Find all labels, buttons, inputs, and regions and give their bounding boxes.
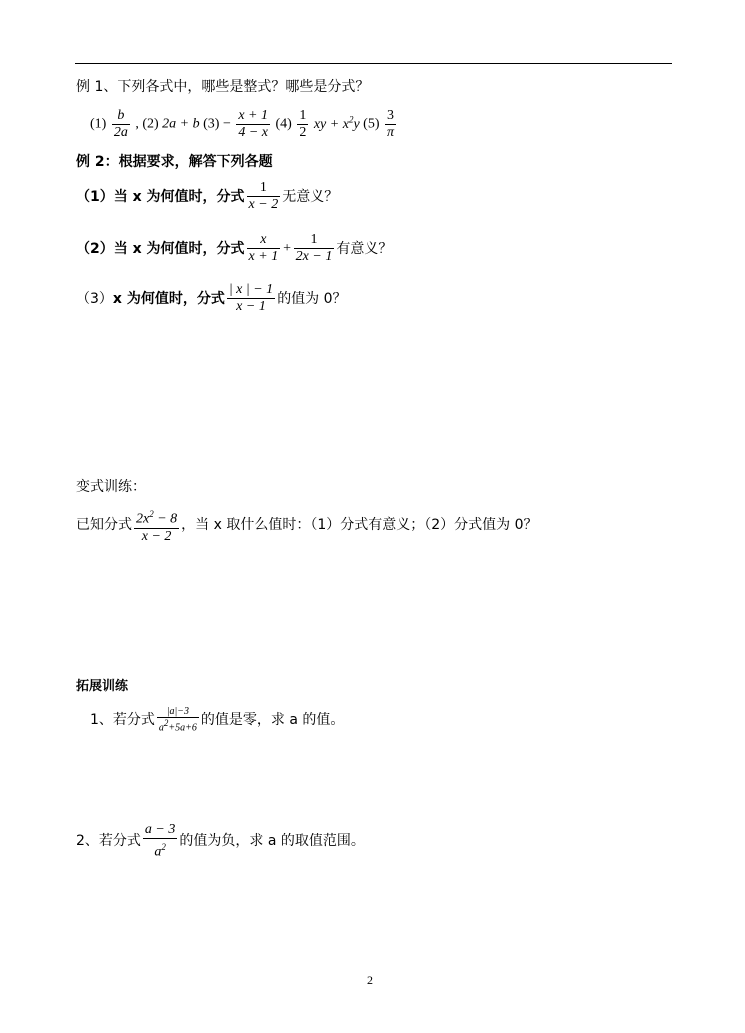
numerator: 1 xyxy=(299,108,307,123)
denominator: π xyxy=(386,125,394,140)
question-suffix: 的值为 0？ xyxy=(277,290,347,307)
header-rule xyxy=(75,63,672,64)
denominator: x − 2 xyxy=(141,528,172,544)
numerator: 1 xyxy=(294,232,335,249)
exponent: 2 xyxy=(161,842,166,852)
expression-4 xyxy=(313,114,360,132)
question-suffix: 有意义？ xyxy=(336,240,393,257)
numerator: a − 3 xyxy=(144,822,176,837)
variant-title: 变式训练： xyxy=(76,479,146,495)
example1-question: 例 1、下列各式中，哪些是整式？哪些是分式？ xyxy=(76,79,370,95)
extension-problem-1 xyxy=(90,706,344,733)
numerator: b xyxy=(112,108,130,125)
question-suffix: 无意义？ xyxy=(282,188,339,205)
numerator xyxy=(134,506,179,529)
numerator: 3 xyxy=(385,108,396,125)
denominator: 4 − x xyxy=(238,125,269,140)
extension-title: 拓展训练 xyxy=(76,679,129,694)
fraction-3-over-pi xyxy=(385,108,396,141)
example2-question-1 xyxy=(76,180,338,213)
exponent: 2 xyxy=(149,509,154,519)
fraction-q2-a xyxy=(247,232,281,265)
numerator-main: 2x xyxy=(136,511,150,527)
numerator: |a|−3 xyxy=(157,706,199,718)
denominator-main: a xyxy=(154,844,162,860)
fraction-variant xyxy=(134,506,179,545)
numerator: x xyxy=(247,232,281,249)
item-label-1: (1) xyxy=(90,116,107,132)
fraction-q2-b xyxy=(294,232,335,265)
problem-prefix: 已知分式 xyxy=(76,517,132,534)
denominator: 2a xyxy=(113,125,128,140)
item-label-4: (4) xyxy=(275,116,292,132)
example2-question-2 xyxy=(76,232,392,265)
item-label-5: (5) xyxy=(363,116,380,132)
minus-sign: − xyxy=(222,116,231,132)
fraction-q1 xyxy=(247,180,281,213)
fraction-ext-2 xyxy=(143,822,177,861)
expression-4-tail: y xyxy=(353,116,360,132)
denominator: x − 1 xyxy=(236,299,266,314)
fraction-half xyxy=(297,108,308,141)
denominator: x + 1 xyxy=(248,249,279,264)
numerator: 1 xyxy=(247,180,281,197)
numerator: | x | − 1 xyxy=(228,282,274,297)
fraction-q3 xyxy=(227,282,275,315)
plus-sign: + xyxy=(282,240,292,256)
denominator xyxy=(157,718,199,733)
question-label: （3） xyxy=(76,290,113,307)
example2-question-3 xyxy=(76,282,347,315)
denominator-tail: +5a+6 xyxy=(168,722,197,734)
denominator: x − 2 xyxy=(248,197,279,212)
question-prefix: （2）当 x 为何值时，分式 xyxy=(76,240,245,257)
question-prefix: x 为何值时，分式 xyxy=(112,290,225,307)
denominator: 2x − 1 xyxy=(295,249,333,264)
item-label-2: (2) xyxy=(142,116,159,132)
numerator: x + 1 xyxy=(238,108,269,123)
fraction-b-over-2a xyxy=(112,108,130,141)
page-number: 2 xyxy=(367,973,373,987)
problem-suffix: 的值是零，求 a 的值。 xyxy=(200,711,345,728)
fraction-3 xyxy=(236,108,270,141)
example2-title: 例 2：根据要求，解答下列各题 xyxy=(76,154,273,170)
denominator: 2 xyxy=(299,125,307,140)
exponent: 2 xyxy=(348,114,354,125)
item-label-3: (3) xyxy=(203,116,220,132)
variant-problem xyxy=(76,506,538,545)
question-prefix: （1）当 x 为何值时，分式 xyxy=(76,188,245,205)
problem-prefix: 1、若分式 xyxy=(90,711,155,728)
fraction-ext-1 xyxy=(157,706,199,733)
expression-2: 2a + b xyxy=(162,116,200,132)
denominator-main: a xyxy=(158,722,164,734)
example1-expression xyxy=(90,108,398,141)
extension-problem-2 xyxy=(76,822,365,861)
exponent: 2 xyxy=(163,718,169,728)
expression-4-main: xy + x xyxy=(313,116,349,132)
separator: , xyxy=(135,116,139,132)
problem-suffix: ，当 x 取什么值时：（1）分式有意义；（2）分式值为 0？ xyxy=(181,517,538,534)
denominator xyxy=(143,839,177,861)
numerator-tail: − 8 xyxy=(153,511,178,527)
problem-suffix: 的值为负，求 a 的取值范围。 xyxy=(179,833,365,850)
problem-prefix: 2、若分式 xyxy=(76,833,141,850)
